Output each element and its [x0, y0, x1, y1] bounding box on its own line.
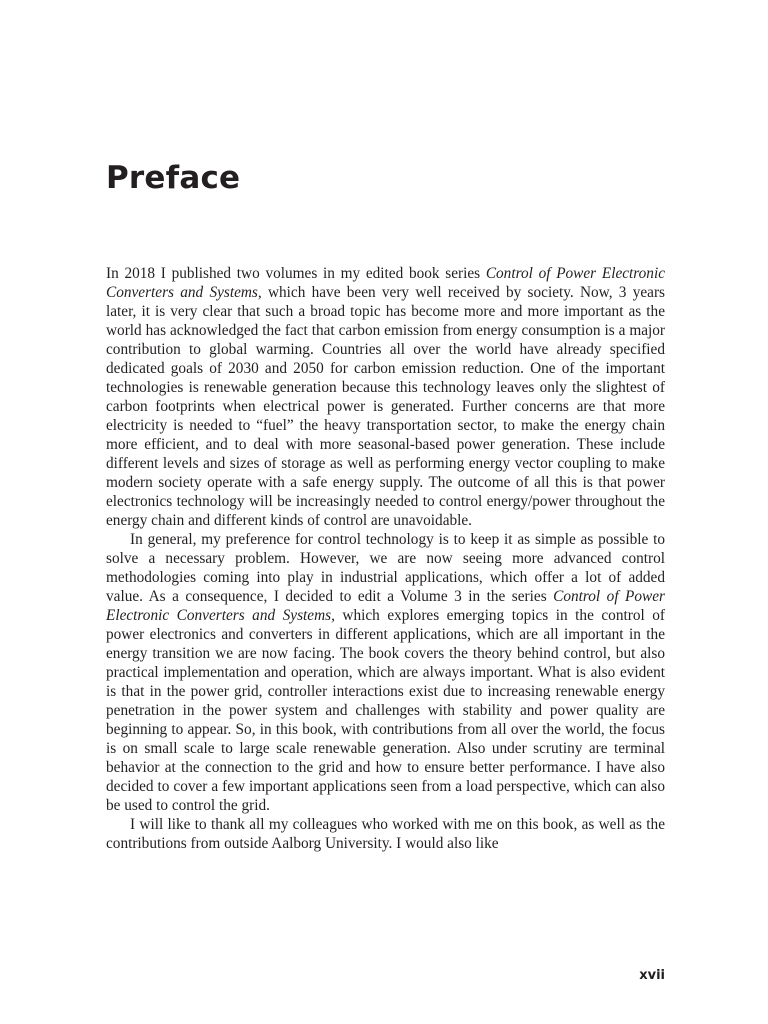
- paragraph-3: [106, 815, 665, 853]
- paragraph-1: [106, 264, 665, 530]
- paragraph-2-text-b: which explores emerging topics in the control of power electronics and converters in different applications, which are all important in the energy transition we are now facing. The book covers the theory behind control, but also practical implementation and operation, which are always important. What is also evident is that in the power grid, controller interactions exist due to increasing renewable energy penetration in the power system and challenges with stability and power quality are beginning to appear. So, in this book, with contributions from all over the world, the focus is on small scale to large scale renewable generation. Also under scrutiny are terminal behavior at the connection to the grid and how to ensure better performance. I have also decided to cover a few important applications seen from a load perspective, which can also be used to control the grid.: [106, 607, 665, 814]
- paragraph-2: [106, 530, 665, 815]
- paragraph-3-text-a: I will like to thank all my colleagues who worked with me on this book, as well as the contributions from outside Aalborg University. I would also like: [106, 816, 665, 852]
- page-number: xvii: [639, 968, 665, 983]
- paragraph-1-text-b: which have been very well received by society. Now, 3 years later, it is very clear that such a broad topic has become more and more important as the world has acknowledged the fact that carbon emission from energy consumption is a major contribution to global warming. Countries all over the world have already specified dedicated goals of 2030 and 2050 for carbon emission reduction. One of the important technologies is renewable generation because this technology leaves only the slightest of carbon footprints when electrical power is generated. Further concerns are that more electricity is needed to “fuel” the heavy transportation sector, to make the energy chain more efficient, and to deal with more seasonal-based power generation. These include different levels and sizes of storage as well as performing energy vector coupling to make modern society operate with a safe energy supply. The outcome of all this is that power electronics technology will be increasingly needed to control energy/power throughout the energy chain and different kinds of control are unavoidable.: [106, 284, 665, 529]
- preface-body: [106, 264, 665, 853]
- paragraph-1-text-a: In 2018 I published two volumes in my edited book series: [106, 265, 486, 282]
- paragraph-2-text-a: In general, my preference for control technology is to keep it as simple as possible to solve a necessary problem. However, we are now seeing more advanced control methodologies coming into play in industrial applications, which offer a lot of added value. As a consequence, I decided to edit a Volume 3 in the series: [106, 531, 665, 605]
- paragraph-1-book-title: Control of Power Electronic Converters and Systems,: [106, 265, 665, 301]
- chapter-heading: Preface: [106, 160, 241, 196]
- paragraph-2-book-title: Control of Power Electronic Converters and Systems,: [106, 588, 665, 624]
